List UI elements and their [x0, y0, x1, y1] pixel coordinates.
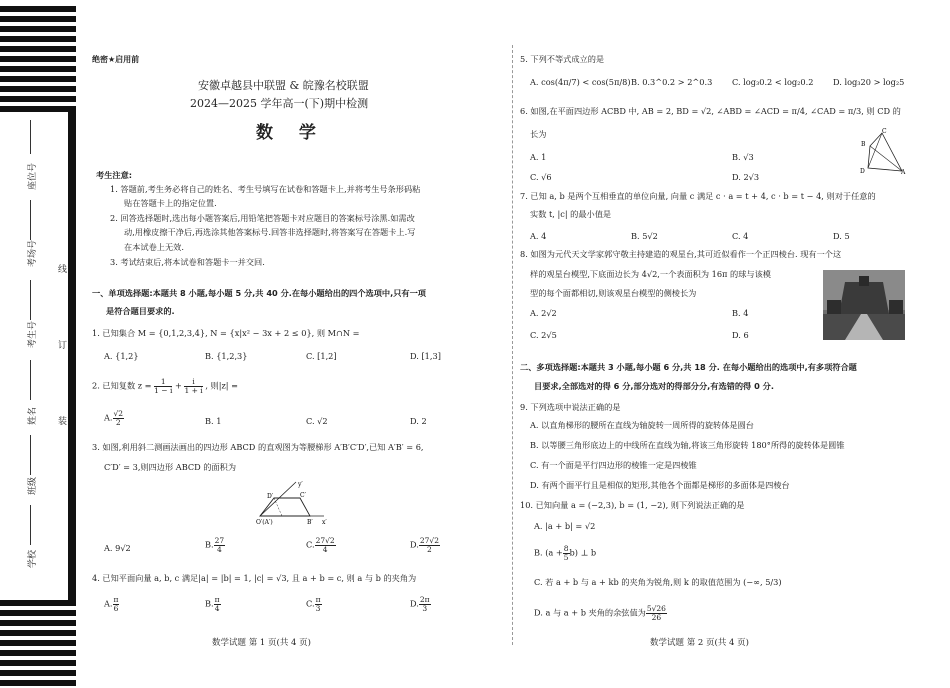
- subject-title: 数 学: [256, 123, 326, 143]
- page-divider: [512, 45, 513, 645]
- q6-option-b: B. √3: [732, 152, 754, 162]
- q2-option-b: B. 1: [205, 416, 222, 426]
- q1-option-d: D. [1,3]: [410, 351, 441, 361]
- q10-option-c: C. 若 a + b 与 a + kb 的夹角为锐角,则 k 的取值范围为 (−∞, 5/3): [534, 577, 782, 587]
- q7-stem-cont: 实数 t, |c| 的最小值是: [530, 209, 612, 219]
- section1-heading-cont: 是符合题目要求的.: [106, 306, 175, 316]
- q1-option-c: C. [1,2]: [306, 351, 337, 361]
- q3-option-d: D. $\frac{27√2}{2}$: [410, 536, 439, 554]
- q4-option-c: C. $\frac{\pi}{3}$: [306, 595, 321, 613]
- observatory-photo: [823, 270, 905, 340]
- note-line: 在本试卷上无效.: [124, 242, 184, 252]
- fold-mark-ding: 订: [58, 341, 68, 351]
- q6-option-c: C. √6: [530, 172, 552, 182]
- q7-option-a: A. 4: [530, 231, 547, 241]
- footer-left: 数学试题 第 1 页(共 4 页): [212, 638, 311, 648]
- section2-heading-cont: 目要求,全部选对的得 6 分,部分选对的得部分分,有选错的得 0 分.: [534, 381, 774, 391]
- q7-option-d: D. 5: [833, 231, 850, 241]
- q8-stem-cont: 样的观星台模型,下底面边长为 4√2,一个表面积为 16π 的球与该模: [530, 269, 771, 279]
- q5-stem: 5. 下列不等式成立的是: [520, 54, 605, 64]
- school-label: 学校: [28, 549, 38, 568]
- class-line: [30, 435, 31, 475]
- q1-stem: 1. 已知集合 M = {0,1,2,3,4}, N = {x|x² − 3x + 2 ≤ 0}, 则 M∩N =: [92, 328, 360, 338]
- school-line: [30, 505, 31, 545]
- q7-option-b: B. 5√2: [631, 231, 658, 241]
- q3-stem-cont: C′D′ = 3,则四边形 ABCD 的面积为: [104, 462, 237, 472]
- fold-mark-xian: 线: [58, 265, 68, 275]
- alliance-title: 安徽卓越县中联盟 & 皖豫名校联盟: [198, 79, 369, 92]
- q2-option-c: C. √2: [306, 416, 328, 426]
- q9-option-d: D. 有两个面平行且是相似的矩形,其他各个面都是梯形的多面体是四棱台: [530, 480, 790, 490]
- q1-option-b: B. {1,2,3}: [205, 351, 248, 361]
- q10-stem: 10. 已知向量 a = (−2,3), b = (1, −2), 则下列说法正确的是: [520, 500, 745, 510]
- seat-label: 座位号: [28, 162, 38, 190]
- svg-text:B: B: [861, 141, 866, 148]
- q3-option-c: C. $\frac{27√2}{4}$: [306, 536, 335, 554]
- q2-fraction-2: $\frac{i}{1 + i}$: [184, 377, 203, 395]
- q10-option-b: B. (a + $\frac{8}{5}$ b) ⊥ b: [534, 544, 597, 562]
- svg-text:x′: x′: [322, 519, 327, 526]
- svg-text:C′: C′: [300, 492, 306, 499]
- q8-option-b: B. 4: [732, 308, 749, 318]
- q3-option-b: B. $\frac{27}{4}$: [205, 536, 225, 554]
- name-line: [30, 360, 31, 400]
- q3-trapezoid-figure: [252, 478, 332, 526]
- svg-text:A: A: [901, 169, 906, 176]
- q2-option-d: D. 2: [410, 416, 427, 426]
- notes-heading: 考生注意:: [96, 170, 133, 180]
- q6-stem-cont: 长为: [530, 129, 547, 139]
- q2-stem-pre: 2. 已知复数 z =: [92, 380, 152, 391]
- q3-stem: 3. 如图,利用斜二测画法画出的四边形 ABCD 的直观图为等腰梯形 A′B′C′D′,已知 A′B′ = 6,: [92, 442, 424, 452]
- q8-stem-cont2: 型的每个面都相切,则该观星台模型的侧棱长为: [530, 288, 697, 298]
- id-line: [30, 280, 31, 320]
- note-line: 动,用橡皮擦干净后,再选涂其他答案标号.回答非选择题时,将答案写在答题卡上.写: [124, 227, 416, 237]
- q8-option-a: A. 2√2: [530, 308, 557, 318]
- section1-heading: 一、单项选择题:本题共 8 小题,每小题 5 分,共 40 分.在每小题给出的四个选项中,只有一项: [92, 288, 426, 298]
- svg-text:O′(A′): O′(A′): [256, 519, 273, 526]
- note-line: 1. 答题前,考生务必将自己的姓名、考生号填写在试卷和答题卡上,并将考生号条形码粘: [110, 184, 421, 194]
- q4-option-b: B. $\frac{\pi}{4}$: [205, 595, 220, 613]
- q2-option-a: A. $\frac{√2}{2}$: [104, 409, 124, 427]
- q9-option-b: B. 以等腰三角形底边上的中线所在直线为轴,将该三角形旋转 180°所得的旋转体是圆锥: [530, 440, 845, 450]
- q4-option-d: D. $\frac{2\pi}{3}$: [410, 595, 430, 613]
- section2-heading: 二、多项选择题:本题共 3 小题,每小题 6 分,共 18 分. 在每小题给出的选项中,有多项符合题: [520, 362, 857, 372]
- exam-title: 2024—2025 学年高一(下)期中检测: [190, 97, 369, 110]
- note-line: 3. 考试结束后,将本试卷和答题卡一并交回.: [110, 257, 265, 267]
- q8-option-d: D. 6: [732, 330, 749, 340]
- seat-line: [30, 120, 31, 154]
- svg-text:B′: B′: [307, 519, 313, 526]
- fold-mark-zhuang: 装: [58, 417, 68, 427]
- q9-stem: 9. 下列选项中说法正确的是: [520, 402, 621, 412]
- class-label: 班级: [28, 476, 38, 495]
- name-label: 姓名: [28, 406, 38, 425]
- q5-option-b: B. 0.3^0.2 > 2^0.3: [631, 77, 713, 87]
- q4-stem: 4. 已知平面向量 a, b, c 满足|a| = |b| = 1, |c| = √3, 且 a + b = c, 则 a 与 b 的夹角为: [92, 573, 417, 583]
- binding-strip: [0, 0, 78, 688]
- q2-stem: 2. 已知复数 z = $\frac{1}{1 - i}$ + $\frac{i}{1 + i}$ , 则|z| =: [92, 377, 238, 395]
- svg-text:D: D: [860, 168, 865, 175]
- q6-quadrilateral-figure: [858, 126, 908, 178]
- secret-label: 绝密★启用前: [92, 55, 140, 64]
- q9-option-a: A. 以直角梯形的腰所在直线为轴旋转一周所得的旋转体是圆台: [530, 420, 754, 430]
- note-line: 贴在答题卡上的指定位置.: [124, 198, 217, 208]
- footer-right: 数学试题 第 2 页(共 4 页): [650, 638, 749, 648]
- svg-text:D′: D′: [267, 493, 274, 500]
- room-line: [30, 200, 31, 240]
- q3-option-a: A. 9√2: [104, 543, 131, 553]
- q6-option-a: A. 1: [530, 152, 547, 162]
- q7-option-c: C. 4: [732, 231, 749, 241]
- q6-stem: 6. 如图,在平面四边形 ACBD 中, AB = 2, BD = √2, ∠ABD = ∠ACD = π/4, ∠CAD = π/3, 则 CD 的: [520, 106, 901, 116]
- q8-stem: 8. 如图为元代天文学家郭守敬主持建造的观星台,其可近似看作一个正四棱台. 现有一个这: [520, 249, 842, 259]
- q4-option-a: A. $\frac{\pi}{6}$: [104, 595, 119, 613]
- note-line: 2. 回答选择题时,选出每小题答案后,用铅笔把答题卡对应题目的答案标号涂黑.如需改: [110, 213, 415, 223]
- q5-option-d: D. log₃20 > log₂5: [833, 77, 905, 87]
- id-label: 考生号: [28, 320, 38, 348]
- q2-fraction-1: $\frac{1}{1 - i}$: [154, 377, 173, 395]
- q10-option-a: A. |a + b| = √2: [534, 521, 596, 531]
- q1-option-a: A. {1,2}: [104, 351, 139, 361]
- q10-option-d: D. a 与 a + b 夹角的余弦值为 $\frac{5√26}{26}$: [534, 604, 666, 622]
- room-label: 考场号: [28, 239, 38, 267]
- q7-stem: 7. 已知 a, b 是两个互相垂直的单位向量, 向量 c 满足 c · a = t + 4, c · b = t − 4, 则对于任意的: [520, 191, 876, 201]
- q9-option-c: C. 有一个面是平行四边形的棱锥一定是四棱锥: [530, 460, 697, 470]
- q5-option-c: C. log₃0.2 < log₂0.2: [732, 77, 814, 87]
- svg-text:C: C: [882, 128, 887, 135]
- q5-option-a: A. cos(4π/7) < cos(5π/8): [530, 77, 631, 87]
- q2-stem-post: , 则|z| =: [205, 380, 238, 391]
- svg-text:y′: y′: [298, 481, 303, 488]
- q6-option-d: D. 2√3: [732, 172, 760, 182]
- q8-option-c: C. 2√5: [530, 330, 557, 340]
